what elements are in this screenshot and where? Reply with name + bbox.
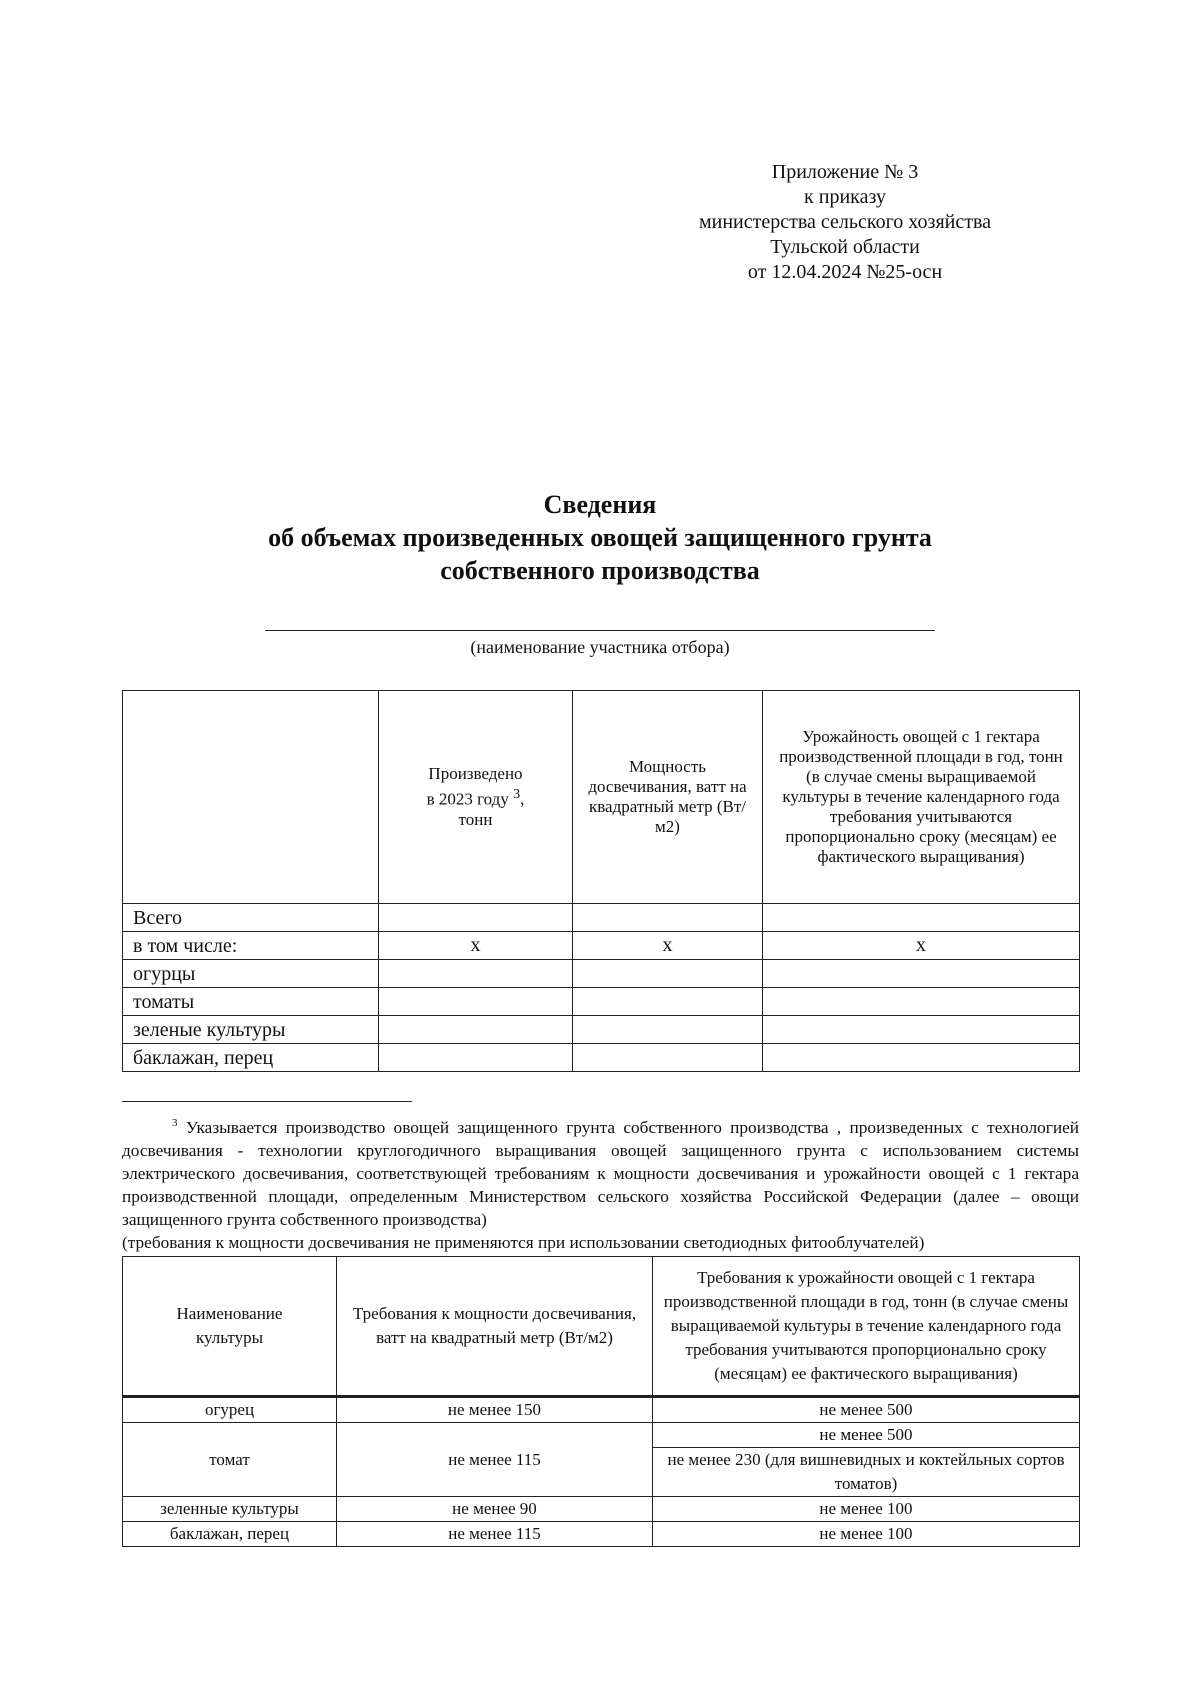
appendix-region: Тульской области xyxy=(770,236,920,258)
table-row xyxy=(123,1016,1080,1044)
header-power-requirement: Требования к мощности досвечивания, ватт на квадратный метр (Вт/м2) xyxy=(337,1257,653,1397)
appendix-ministry: министерства сельского хозяйства xyxy=(698,211,992,233)
cell-power xyxy=(573,1016,763,1044)
participant-name-line xyxy=(265,630,935,631)
crop-name: зеленные культуры xyxy=(123,1497,337,1522)
table-row xyxy=(123,904,1080,932)
participant-caption: (наименование участника отбора) xyxy=(470,637,730,657)
cell-produced xyxy=(379,904,573,932)
header-produced: Произведено в 2023 году $^3$, тонн xyxy=(379,691,573,904)
footnote-marker: 3 xyxy=(172,1117,178,1129)
title-line-1: Сведения xyxy=(543,490,657,519)
header-empty-cell xyxy=(123,691,379,904)
crop-yield: не менее 500 xyxy=(653,1423,1080,1448)
appendix-header xyxy=(660,160,1030,285)
footnote-ref-marker: 3 xyxy=(513,786,521,803)
cell-yield: х xyxy=(763,932,1080,960)
row-label: в том числе: xyxy=(123,932,379,960)
crop-name: огурец xyxy=(123,1397,337,1423)
cell-yield xyxy=(763,1016,1080,1044)
table-row xyxy=(123,960,1080,988)
footnote-last-line: (требования к мощности досвечивания не применяются при использовании светодиодных фитооблучателей) xyxy=(122,1232,925,1252)
requirements-table-header xyxy=(123,1257,1080,1397)
table-row xyxy=(123,1497,1080,1522)
table-row xyxy=(123,988,1080,1016)
title-line-3: собственного производства xyxy=(440,556,760,585)
production-table xyxy=(122,690,1080,1072)
cell-produced xyxy=(379,988,573,1016)
row-label: Всего xyxy=(123,904,379,932)
crop-name: баклажан, перец xyxy=(123,1522,337,1547)
footnote-text: Указывается производство овощей защищенного грунта собственного производства , произведенных с технологией досвечивания - технологии круглогодичного выращивания овощей защищенного грунта с использованием системы электрического досвечивания, соответствующей требованиям к мощности досвечивания и урожайности овощей с 1 гектара производственной площади, определенным Министерством сельского хозяйства Российской Федерации (далее – овощи защищенного грунта собственного производства) xyxy=(122,1117,1079,1229)
title-line-2: об объемах произведенных овощей защищенного грунта xyxy=(268,523,932,552)
table-row xyxy=(123,1522,1080,1547)
footnote xyxy=(122,1112,1079,1254)
header-produced-line-2: в 2023 году xyxy=(426,789,509,809)
cell-produced: х xyxy=(379,932,573,960)
appendix-order-ref: к приказу xyxy=(804,186,886,208)
appendix-date: от 12.04.2024 №25-осн xyxy=(747,261,943,283)
header-produced-line-1: Произведено xyxy=(428,764,523,784)
cell-yield xyxy=(763,1044,1080,1072)
crop-power: не менее 150 xyxy=(337,1397,653,1423)
crop-yield-cocktail: не менее 230 (для вишневидных и коктейльных сортов томатов) xyxy=(653,1448,1080,1497)
cell-power xyxy=(573,1044,763,1072)
header-yield: Урожайность овощей с 1 гектара производственной площади в год, тонн (в случае смены выращиваемой культуры в течение календарного года требования учитываются пропорционально сроку (месяцам) ее фактического выращивания) xyxy=(763,691,1080,904)
row-label: томаты xyxy=(123,988,379,1016)
cell-produced xyxy=(379,960,573,988)
footnote-body xyxy=(122,1112,1079,1231)
row-label: зеленые культуры xyxy=(123,1016,379,1044)
header-produced-line-3: тонн xyxy=(458,809,493,829)
document-title xyxy=(150,488,1050,587)
cell-yield xyxy=(763,988,1080,1016)
table-row xyxy=(123,1044,1080,1072)
crop-power: не менее 90 xyxy=(337,1497,653,1522)
cell-power xyxy=(573,904,763,932)
header-power: Мощность досвечивания, ватт на квадратный метр (Вт/м2) xyxy=(573,691,763,904)
header-crop-name: Наименование культуры xyxy=(123,1257,337,1397)
crop-name: томат xyxy=(123,1423,337,1497)
crop-power: не менее 115 xyxy=(337,1522,653,1547)
cell-power xyxy=(573,988,763,1016)
table-row xyxy=(123,932,1080,960)
appendix-number: Приложение № 3 xyxy=(771,161,919,183)
crop-yield: не менее 500 xyxy=(653,1397,1080,1423)
cell-yield xyxy=(763,960,1080,988)
row-label: огурцы xyxy=(123,960,379,988)
cell-power xyxy=(573,960,763,988)
cell-produced xyxy=(379,1044,573,1072)
production-table-header xyxy=(123,691,1080,904)
table-row xyxy=(123,1423,1080,1448)
cell-power: х xyxy=(573,932,763,960)
cell-yield xyxy=(763,904,1080,932)
crop-yield: не менее 100 xyxy=(653,1497,1080,1522)
row-label: баклажан, перец xyxy=(123,1044,379,1072)
crop-power: не менее 115 xyxy=(337,1423,653,1497)
table-row xyxy=(123,1397,1080,1423)
requirements-table xyxy=(122,1256,1080,1547)
header-yield-requirement: Требования к урожайности овощей с 1 гектара производственной площади в год, тонн (в случае смены выращиваемой культуры в течение календарного года требования учитываются пропорционально сроку (месяцам) ее фактического выращивания) xyxy=(653,1257,1080,1397)
crop-yield: не менее 100 xyxy=(653,1522,1080,1547)
cell-produced xyxy=(379,1016,573,1044)
footnote-separator xyxy=(122,1101,412,1102)
